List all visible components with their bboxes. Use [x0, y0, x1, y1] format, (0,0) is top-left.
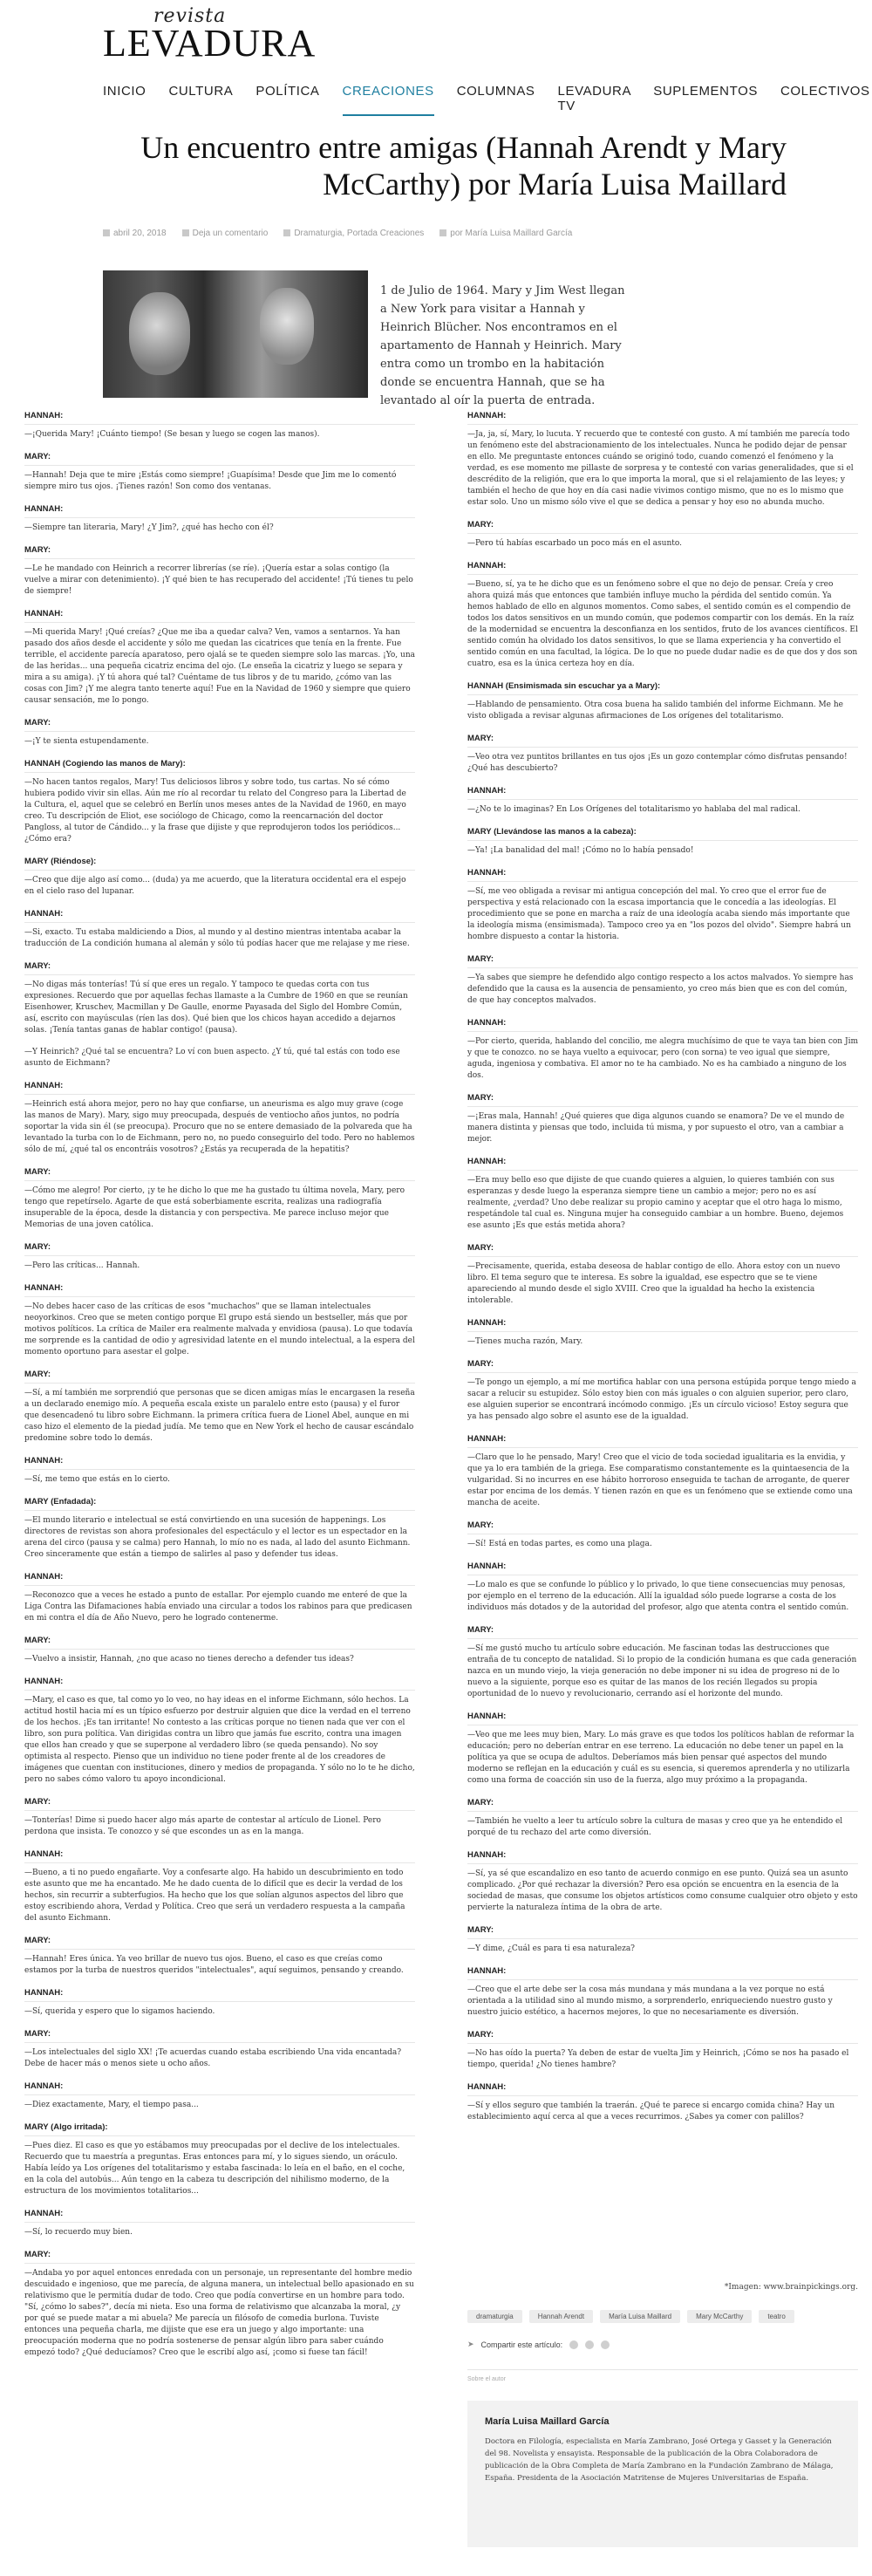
dialogue-line: —Bueno, sí, ya te he dicho que es un fenómeno sobre el que no dejo de pensar. Creía y creo ahora quizá más que entonces que también influye mucho la pérdida del sentido común. Ya hemos hablado de ello en algunos momentos. Como sabes, el sentido común es el compendio de todos los datos sensitivos en un mundo común, que podemos compartir con los demás. En la raíz de la modernidad se encuentra la desconfianza en los sentidos, fruto de los avances científicos. El sentido común ha olvidado los datos sensitivos, lo que se llama experiencia y ha convertido el sentido común en una facultad, la lógica. De lo que no puede dudar nadie es de que dos y dos son cuatro, esa es la única certeza hoy en día. — [467, 580, 858, 668]
facebook-icon[interactable] — [569, 2340, 578, 2349]
tag-list — [467, 2310, 858, 2323]
speaker-name: MARY: — [24, 451, 415, 466]
dialogue-line: —Creo que dije algo así como... (duda) ya me acuerdo, que la literatura occidental era el espejo en el cielo raso del lupanar. — [24, 876, 406, 896]
dialogue-line: —Hablando de pensamiento. Otra cosa buena ha salido también del informe Eichmann. Me he visto obligada a revisar algunas afirmaciones de Los orígenes del totalitarismo. — [467, 700, 843, 721]
dialogue-line: —Lo malo es que se confunde lo público y lo privado, lo que tiene consecuencias muy penosas, por ejemplo en el terreno de la educación. Allí la igualdad sólo puede lograrse a costa de los individuos más dotados y de la autoridad del profesor, algo que atenta contra el sentido común. — [467, 1581, 849, 1612]
dialogue-line: —No hacen tantos regalos, Mary! Tus deliciosos libros y sobre todo, tus cartas. No sé cómo hubiera podido vivir sin ellas. Aún me río al recordar tu relato del Congreso para la Libertad de la Cultura, el, aquel que se celebró en Berlín unos meses antes de la Navidad de 1960, en mayo creo. Tu descripción de Eliot, ese sociólogo de Chicago, como la reencarnación del doctor Pangloss, al tutor de Cándido... y la frase que dijiste y que reprodujeron todos los periódicos... ¿Cómo era? — [24, 778, 406, 844]
images-credit: *Imagen: www.brainpickings.org. — [724, 2283, 858, 2292]
speaker-name: MARY: — [467, 953, 858, 968]
speaker-name: MARY: — [467, 1520, 858, 1534]
tag-item[interactable]: María Luisa Maillard — [600, 2310, 680, 2323]
dialogue-line: —Sí! Está en todas partes, es como una plaga. — [467, 1540, 652, 1548]
tag-item[interactable]: dramaturgia — [467, 2310, 522, 2323]
speaker-name: HANNAH: — [24, 2208, 415, 2223]
calendar-icon — [103, 229, 110, 236]
divider — [467, 2369, 858, 2370]
speaker-name: HANNAH: — [467, 1965, 858, 1980]
comment-link[interactable]: Deja un comentario — [192, 229, 269, 238]
speaker-name: MARY: — [24, 1166, 415, 1181]
speaker-name: MARY: — [24, 2028, 415, 2043]
speaker-name: MARY (Riéndose): — [24, 856, 415, 871]
dialogue-line: —Ya sabes que siempre he defendido algo contigo respecto a los actos malvados. Yo siempre has defendido que la causa es la ausencia de pensamiento, yo creo más bien que es con del común, de que hay conceptos malvados. — [467, 974, 854, 1005]
speaker-name: HANNAH: — [467, 1711, 858, 1725]
dialogue-line: —Pues diez. El caso es que yo estábamos muy preocupadas por el declive de los intelectuales. Recuerdo que tu maestría a preguntas. Eras entonces para mí, y lo sigues siendo, un oráculo. Había leído ya Los orígenes del totalitarismo y estaba fascinada: lo leía en el baño, en el coche, en la cola del autobús... Aún tengo en la cabeza tu descripción del nihilismo moderno, de la estructura de los movimientos totalitarios... — [24, 2142, 405, 2196]
dialogue-line: —Ya! ¡La banalidad del mal! ¡Cómo no lo había pensado! — [467, 846, 694, 855]
speaker-name: HANNAH: — [467, 867, 858, 882]
dialogue-line: —Te pongo un ejemplo, a mí me mortifica hablar con una persona estúpida porque tengo miedo a sacar a relucir su estupidez. Sólo estoy bien con más iguales o con alguien superior, pero claro, ese alguien superior se encontrará incómodo conmigo. ¡Es un círculo vicioso! Estoy segura que ya has pensado algo sobre el asunto ese de la igualdad. — [467, 1378, 856, 1421]
nav-item-suplementos[interactable]: SUPLEMENTOS — [653, 84, 758, 99]
dialogue-line: —Veo otra vez puntitos brillantes en tus ojos ¡Es un gozo contemplar cómo disfrutas pensando! ¿Qué has descubierto? — [467, 753, 848, 773]
article-date: abril 20, 2018 — [113, 229, 167, 238]
author-bio-text: Doctora en Filología, especialista en María Zambrano, José Ortega y Gasset y la Generación del 98. Novelista y ensayista. Responsable de la publicación de la Obra Colaboradora de publicación de la Obra Completa de María Zambrano en la Fundación Zambrano de Málaga, España. Presidenta de la Asociación Matritense de Mujeres Universitarias de España. — [485, 2437, 834, 2483]
speaker-name: HANNAH: — [24, 410, 415, 425]
dialogue-line: —¿No te lo imaginas? En Los Orígenes del totalitarismo yo hablaba del mal radical. — [467, 805, 800, 814]
speaker-name: MARY: — [467, 2029, 858, 2044]
dialogue-line: —Sí y ellos seguro que también la traerán. ¿Qué te parece si encargo comida china? Hay un establecimiento aquí cerca al que a veces recurrimos. ¿Sabes ya comer con palillos? — [467, 2101, 835, 2122]
tag-item[interactable]: teatro — [759, 2310, 794, 2323]
speaker-name: MARY: — [467, 1358, 858, 1373]
speaker-name: MARY: — [24, 1635, 415, 1650]
speaker-name: MARY: — [467, 1242, 858, 1257]
speaker-name: HANNAH (Cogiendo las manos de Mary): — [24, 758, 415, 773]
speaker-name: MARY: — [467, 519, 858, 534]
speaker-name: HANNAH: — [467, 1317, 858, 1332]
tag-item[interactable]: Mary McCarthy — [687, 2310, 752, 2323]
category-links[interactable]: Dramaturgia, Portada Creaciones — [294, 229, 425, 238]
speaker-name: MARY: — [24, 717, 415, 732]
dialogue-line: —Los intelectuales del siglo XX! ¡Te acuerdas cuando estaba escribiendo Una vida encantada? Debe de hacer más o menos siete u ocho años. — [24, 2048, 402, 2068]
dialogue-line: —Sí, me veo obligada a revisar mi antigua concepción del mal. Yo creo que el error fue de perspectiva y está relacionado con la escasa importancia que le concedía a las ideologías. El procedimiento que se pone en marcha a raíz de una ideología acaba siendo más importante que la ideología misma (ensimismada). Tampoco creo ya en "los pozos del olvido". Siempre habrá un hombre dispuesto a contar la historia. — [467, 887, 851, 941]
comment-meta[interactable] — [182, 229, 269, 238]
dialogue-column-left — [24, 410, 415, 2369]
speaker-name: MARY (Algo irritada): — [24, 2122, 415, 2136]
dialogue-line: —Andaba yo por aquel entonces enredada con un personaje, un representante del hombre medio descuidado e ingenioso, que me parecía, de alguna manera, un intelectual bello apasionado en su relativismo que le permitía dudar de todo. Creo que podía convertirse en un hombre para todo. "Sí, ¿cómo lo sabes?", decía mi nieta. Eso una forma de relativismo que alcanzaba la moral, ¿y por qué se puede matar a mi abuela? Me parecía un filósofo de comedia burlona. Tuviste entonces una pequeña charla, me dijiste que ese era un juego y algo importante: una preocupación moderna que no podría sostenerse de pensar algún libro para saber cuándo empezó todo? ¿Qué deducíamos? Creo que le escribí algo así, ¡como si fuese tan fácil! — [24, 2269, 414, 2357]
logo-big-text: LEVADURA — [103, 22, 317, 65]
dialogue-line: —Precisamente, querida, estaba deseosa de hablar contigo de ello. Ahora estoy con un nuevo libro. El tema seguro que te interesa. Es sobre la igualdad, ese espectro que se te viene apareciendo al mundo desde el siglo XVIII. Creo que la igualdad ha hecho la existencia intolerable. — [467, 1262, 841, 1305]
dialogue-line: —El mundo literario e intelectual se está convirtiendo en una sucesión de happenings. Los directores de revistas son ahora profesionales del espectáculo y el lector es un espectador en la arena del circo (pausa y se calma) pero Hannah, lo mío no es nada, al lado del asunto Eichmann. Creo sinceramente que están a tiempo de salirles al paso y defender tus ideas. — [24, 1516, 411, 1559]
speaker-name: HANNAH: — [467, 560, 858, 575]
dialogue-line: —Mary, el caso es que, tal como yo lo veo, no hay ideas en el informe Eichmann, sólo hechos. La actitud hostil hacia mí es un típico esfuerzo por destruir alguien que dice la verdad en el terreno de los hechos. ¡Es tan irritante! No contesto a las críticas porque no tienen nada que ver con el libro, son pura política. Van dirigidas contra un libro que jamás fue escrito, contra una imagen que ellos han creado y que se superpone al verdadero libro (se queda pensando). No soy optimista al respecto. Pienso que un individuo no tiene poder frente al de los creadores de imágenes que cuentan con instituciones, dinero y medios de propaganda. Y sólo no lo te he dicho, pero no sabes cómo valoro tu apoyo incondicional. — [24, 1696, 415, 1784]
share-label: Compartir este artículo: — [480, 2340, 563, 2349]
dialogue-line: —Heinrich está ahora mejor, pero no hay que confiarse, un aneurisma es algo muy grave (coge las manos de Mary). Mary, sigo muy preocupada, después de ventiocho años juntos, no podría soportar la vida sin él (se preocupa). Procuro que no se entere demasiado de la polvareda que ha levantado la turba con lo de Eichmann, pero no, no puedo conseguirlo del todo. Pero no hablemos sólo de mí, ¿qué tal os encontráis vosotros? ¿Estás ya recuperada de la hepatitis? — [24, 1100, 415, 1154]
nav-item-cultura[interactable]: CULTURA — [168, 84, 234, 99]
speaker-name: HANNAH: — [24, 503, 415, 518]
nav-item-colectivos[interactable]: COLECTIVOS — [780, 84, 870, 99]
speaker-name: HANNAH: — [24, 1987, 415, 2002]
speaker-name: MARY: — [467, 1624, 858, 1639]
dialogue-line: —Cómo me alegro! Por cierto, ¡y te he dicho lo que me ha gustado tu última novela, Mary, pero tengo que repetírselo. Agarte de que está soberbiamente escrita, realizas una radiografía insuperable de la época, desde la distancia y con perspectiva. Me parece incluso mejor que Memorias de una joven católica. — [24, 1186, 405, 1229]
dialogue-line: —Tienes mucha razón, Mary. — [467, 1337, 583, 1346]
speaker-name: HANNAH: — [24, 608, 415, 623]
share-arrow-icon: ➤ — [467, 2340, 474, 2348]
dialogue-line: —No has oído la puerta? Ya deben de estar de vuelta Jim y Heinrich, ¡Cómo se nos ha pasado el tiempo, querida! ¿No tienes hambre? — [467, 2049, 849, 2069]
logo-small-text: revista — [153, 5, 227, 27]
dialogue-line: —Y Heinrich? ¿Qué tal se encuentra? Lo ví con buen aspecto. ¿Y tú, qué tal estás con todo ese asunto de Eichmann? — [24, 1048, 400, 1068]
speaker-name: MARY (Llevándose las manos a la cabeza): — [467, 826, 858, 841]
dialogue-line: —Sí, querida y espero que lo sigamos haciendo. — [24, 2007, 215, 2016]
main-nav — [103, 84, 872, 116]
speaker-name: HANNAH: — [24, 1455, 415, 1470]
dialogue-line: —Siempre tan literaria, Mary! ¿Y Jim?, ¿qué has hecho con él? — [24, 523, 274, 532]
nav-item-levadura-tv[interactable]: LEVADURA TV — [557, 84, 631, 113]
dialogue-line: —Diez exactamente, Mary, el tiempo pasa... — [24, 2101, 199, 2109]
speaker-name: HANNAH: — [467, 2081, 858, 2096]
speaker-name: MARY: — [24, 960, 415, 975]
dialogue-line: —No digas más tonterías! Tú sí que eres un regalo. Y tampoco te quedas corta con tus expresiones. Recuerdo que por aquellas fechas llamaste a la Cumbre de 1960 en que se reunían Eisenhower, Kruschev, Macmillan y De Gaulle, enorme Payasada del Siglo del Hombre Común, así, escrito con mayúsculas (ríen las dos). Qué bien que los chicos hayan accedido a dejarnos solas. ¡Tenía tantas ganas de hablar contigo! (pausa). — [24, 981, 408, 1035]
author-meta[interactable] — [439, 229, 572, 238]
dialogue-line: —Era muy bello eso que dijiste de que cuando quieres a alguien, lo quieres también con sus esperanzas y desde luego la esperanza siempre tiene un cambio a mejor; pero no es así realmente, ¿verdad? Uno debe realizar su propio camino y aceptar que el otro haga lo mismo, respetándole tal cual es. Ninguna mujer ha conseguido cambiar a un hombre. Bueno, dejemos ese asunto ¡Es que estás metida ahora? — [467, 1176, 844, 1230]
speaker-name: HANNAH: — [467, 1156, 858, 1171]
nav-item-creaciones[interactable]: CREACIONES — [343, 84, 434, 116]
speaker-name: HANNAH: — [467, 410, 858, 425]
dialogue-line: —Sí me gustó mucho tu artículo sobre educación. Me fascinan todas las destrucciones que entraña de tu concepto de natalidad. Si lo propio de la condición humana es que cada generación nazca en un mundo viejo, la vieja generación no debe imponer ni su idea de progreso ni de lo nuevo a la siguiente, porque eso es quitar de las manos de los recién llegados su propia oportunidad de lo nuevo y revolucionario, cerrando así el horizonte del mundo. — [467, 1644, 857, 1698]
speaker-name: MARY (Enfadada): — [24, 1496, 415, 1511]
author-bio-box — [467, 2401, 858, 2547]
dialogue-line: —Pero las críticas... Hannah. — [24, 1261, 140, 1270]
speaker-name: MARY: — [24, 1369, 415, 1384]
dialogue-line: —Creo que el arte debe ser la cosa más mundana y más mundana a la vez porque no está orientada a la utilidad sino al mundo mismo, a sorprenderlo, enriqueciendo nuestro gusto y nuestro juicio estético, a hacernos mejores, lo que no necesariamente es diversión. — [467, 1985, 833, 2017]
dialogue-line: —¡Y te sienta estupendamente. — [24, 737, 149, 746]
speaker-name: HANNAH: — [467, 1849, 858, 1864]
author-link[interactable]: por María Luisa Maillard García — [450, 229, 573, 238]
dialogue-line: —Sí, me temo que estás en lo cierto. — [24, 1475, 170, 1484]
dialogue-line: —Pero tú habías escarbado un poco más en el asunto. — [467, 539, 682, 548]
nav-item-inicio[interactable]: INICIO — [103, 84, 146, 99]
speaker-name: MARY: — [467, 1797, 858, 1812]
speaker-name: MARY: — [24, 2249, 415, 2264]
speaker-name: MARY: — [467, 733, 858, 748]
article-meta — [103, 229, 783, 238]
dialogue-line: —También he vuelto a leer tu artículo sobre la cultura de masas y creo que ya he entendido el porqué de tu rechazo del arte como diversión. — [467, 1817, 843, 1837]
speaker-name: HANNAH (Ensimismada sin escuchar ya a Mary): — [467, 680, 858, 695]
dialogue-line: —Ja, ja, sí, Mary, lo lucuta. Y recuerdo que te contesté con gusto. A mí también me parecía todo un fenómeno este del abstracionamiento de los intelectuales. Nunca he podido dejar de pensar en ello. Me preguntaste entonces cuándo se originó todo, cuando comenzó el fenómeno y la verdad, es ese momento me pillaste de sorpresa y te contesté con varias generalidades, que si el descrédito de la religión, que era lo que importa la moral, que si el relajamiento de las leyes; y también el hecho de que hoy en día casi nadie vivimos contigo mismo, que no es lo mismo que estar solo. Uno un mismo sólo vive el que se dedica a pensar y hoy eso no abunda mucho. — [467, 430, 854, 507]
folder-icon — [283, 229, 290, 236]
dialogue-line: —Si, exacto. Tu estaba maldiciendo a Dios, al mundo y al destino mientras intentaba acabar la traducción de La condición humana al alemán y sólo tú podías hacer que me relajase y me riese. — [24, 928, 410, 948]
dialogue-line: —Claro que lo he pensado, Mary! Creo que el vicio de toda sociedad igualitaria es la envidia, y que ya lo era también de la griega. Ese comparatismo constantemente es la quintaesencia de la vulgaridad. Si no incurres en ese hábito horroroso enseguida te tachan de arrogante, de querer estar por encima de los demás. Y tienen razón en que es un fenómeno que se extiende como una mancha de aceite. — [467, 1453, 853, 1507]
speaker-name: HANNAH: — [24, 908, 415, 923]
dialogue-line: —Le he mandado con Heinrich a recorrer librerías (se ríe). ¡Quería estar a solas contigo (la vuelve a mirar con detenimiento). ¡Y qué bien te has recuperado del accidente! ¡Tú tienes tu pelo de siempre! — [24, 564, 413, 596]
article-intro: 1 de Julio de 1964. Mary y Jim West llegan a New York para visitar a Hannah y Heinrich Blücher. Nos encontramos en el apartamento de Hannah y Heinrich. Mary entra como un trombo en la habitación donde se encuentra Hannah, que se ha levantado al oír la puerta de entrada. — [380, 284, 625, 407]
about-author-label: Sobre el autor — [467, 2376, 506, 2382]
google-plus-icon[interactable] — [601, 2340, 610, 2349]
speaker-name: MARY: — [24, 1796, 415, 1811]
author-name[interactable]: María Luisa Maillard García — [485, 2416, 610, 2427]
speaker-name: MARY: — [467, 1092, 858, 1107]
speaker-name: HANNAH: — [24, 1676, 415, 1691]
dialogue-line: —Sí, a mí también me sorprendió que personas que se dicen amigas mías le encargasen la reseña a un declarado enemigo mío. A pequeña escala existe un paralelo entre esto (pausa) y el furor que desencadenó tu libro sobre Eichmann. la primera crítica fuera de Lionel Abel, aunque en mi caso hizo el elemento de la piedad judía. Me temo que en New York el hecho de causar escándalo predomine sobre todo lo demás. — [24, 1389, 415, 1443]
dialogue-line: —Hannah! Deja que te mire ¡Estás como siempre! ¡Guapísima! Desde que Jim me lo comentó siempre miro tus ojos. ¡Tienes razón! Son como dos ventanas. — [24, 471, 397, 491]
nav-item-columnas[interactable]: COLUMNAS — [456, 84, 535, 99]
speaker-name: MARY: — [24, 1241, 415, 1256]
comment-icon — [182, 229, 189, 236]
dialogue-line: —Sí, ya sé que escandalizo en eso tanto de acuerdo conmigo en ese punto. Quizá sea un asunto complicado. ¿Por qué rechazar la diversión? Pero esa opción se encuentra en la esencia de la sociedad de masas, que consume los objetos artísticos como consume cualquier otro objeto y esto pervierte la naturaleza íntima de la obra de arte. — [467, 1869, 858, 1912]
speaker-name: HANNAH: — [24, 1848, 415, 1863]
speaker-name: HANNAH: — [24, 1571, 415, 1586]
site-logo[interactable] — [103, 5, 317, 65]
speaker-name: HANNAH: — [467, 1433, 858, 1448]
dialogue-line: —Reconozco que a veces he estado a punto de estallar. Por ejemplo cuando me enteré de que la Liga Contra las Difamaciones había enviado una circular a todos los rabinos para que predicasen en mi contra el día de Año Nuevo, pero he logrado contenerme. — [24, 1591, 412, 1623]
article-photo — [103, 270, 368, 398]
dialogue-line: —¡Querida Mary! ¡Cuánto tiempo! (Se besan y luego se cogen las manos). — [24, 430, 320, 439]
tag-item[interactable]: Hannah Arendt — [529, 2310, 593, 2323]
nav-item-politica[interactable]: POLÍTICA — [255, 84, 320, 99]
dialogue-line: —Mi querida Mary! ¡Qué creías? ¿Que me iba a quedar calva? Ven, vamos a sentarnos. Ya han pasado dos años desde el accidente y sólo me quedan las cicatrices que tenía en la frente. Fue terrible, el accidente parecía aparatoso, pero ojalá se te queden siempre solo las marcas. ¡Yo, una de las heridas... una pequeña cicatriz encima del ojo. (Le enseña la cicatriz y luego se separa y mira a su amiga). ¡Y tú ahora qué tal? Cuéntame de tus libros y de tu marido, ¿cómo van las cosas con Jim? ¡Y me alegra tanto tenerte aquí! Fue en la Navidad de 1960 y siempre que quiero causar sensación, me lo pongo. — [24, 628, 415, 705]
dialogue-line: —¡Eras mala, Hannah! ¿Qué quieres que diga algunos cuando se enamora? De ve el mundo de manera distinta y piensas que todo, incluida tú misma, y por supuesto el otro, van a cambiar a mejor. — [467, 1112, 845, 1144]
article-title: Un encuentro entre amigas (Hannah Arendt y Mary McCarthy) por María Luisa Maillard — [140, 130, 787, 202]
dialogue-line: —Vuelvo a insistir, Hannah, ¿no que acaso no tienes derecho a defender tus ideas? — [24, 1655, 354, 1664]
category-meta[interactable] — [283, 229, 424, 238]
speaker-name: HANNAH: — [24, 1080, 415, 1095]
twitter-icon[interactable] — [585, 2340, 594, 2349]
dialogue-line: —Sí, lo recuerdo muy bien. — [24, 2228, 133, 2237]
speaker-name: MARY: — [467, 1924, 858, 1939]
share-bar — [467, 2340, 610, 2349]
dialogue-line: —Hannah! Eres única. Ya veo brillar de nuevo tus ojos. Bueno, el caso es que creías como estamos por la turba de nuestros queridos "intelectuales", aquí seguimos, pensando y creando. — [24, 1955, 404, 1975]
speaker-name: MARY: — [24, 544, 415, 559]
dialogue-line: —Tonterías! Dime si puedo hacer algo más aparte de contestar al artículo de Lionel. Pero perdona que insista. Te conozco y sé que escondes un as en la manga. — [24, 1816, 381, 1836]
dialogue-line: —Veo que me lees muy bien, Mary. Lo más grave es que todos los políticos hablan de reformar la educación; pero no deberían entrar en ese terreno. La educación no debe tener un papel en la política ya que se ocupa de adultos. Deberíamos más bien pensar qué aspectos del mundo moderno se reflejan en la educación y cuál es su esencia, si queremos aprenderla y no utilizarla como una forma de coacción sin uso de la fuerza, algo muy próximo a la propaganda. — [467, 1731, 855, 1785]
speaker-name: HANNAH: — [24, 1282, 415, 1297]
dialogue-line: —Bueno, a ti no puedo engañarte. Voy a confesarte algo. Ha habido un descubrimiento en todo este asunto que me ha encantado. Me he dado cuenta de lo difícil que es decir la verdad de los hechos, sin recurrir a subterfugios. Ha hecho que los que solían algunos aspectos del libro que estoy escribiendo ahora, Verdad y Política. Creo que será un verdadero respuesta a la campaña del asunto Eichmann. — [24, 1869, 405, 1923]
dialogue-column-right — [467, 410, 858, 2134]
photo-figure-right — [260, 288, 314, 365]
speaker-name: HANNAH: — [467, 1561, 858, 1575]
speaker-name: MARY: — [24, 1935, 415, 1950]
speaker-name: HANNAH: — [24, 2081, 415, 2095]
dialogue-line: —No debes hacer caso de las críticas de esos "muchachos" que se llaman intelectuales neoyorkinos. Creo que se meten contigo porque El grupo está siendo un bestseller, más que por motivos políticos. La crítica de Mailer era realmente malvada y envidiosa (pausa). Lo que todavía me sorprende es la cantidad de odio y agresividad latente en el mundo intelectual, a la espera del momento oportuno para asestar el golpe. — [24, 1302, 415, 1356]
speaker-name: HANNAH: — [467, 1017, 858, 1032]
dialogue-line: —Y dime, ¿Cuál es para ti esa naturaleza? — [467, 1944, 636, 1953]
user-icon — [439, 229, 446, 236]
date-meta — [103, 229, 167, 238]
dialogue-line: —Por cierto, querida, hablando del concilio, me alegra muchísimo de que te vaya tan bien con Jim y que te conozco. no se haya vuelto a equivocar, pero (con sorna) te veo igual que siempre, aguda, ingeniosa y combativa. El amor no te ha cambiado. No es ha cambiado a ninguno de los dos. — [467, 1037, 858, 1080]
speaker-name: HANNAH: — [467, 785, 858, 800]
photo-figure-left — [129, 292, 190, 375]
